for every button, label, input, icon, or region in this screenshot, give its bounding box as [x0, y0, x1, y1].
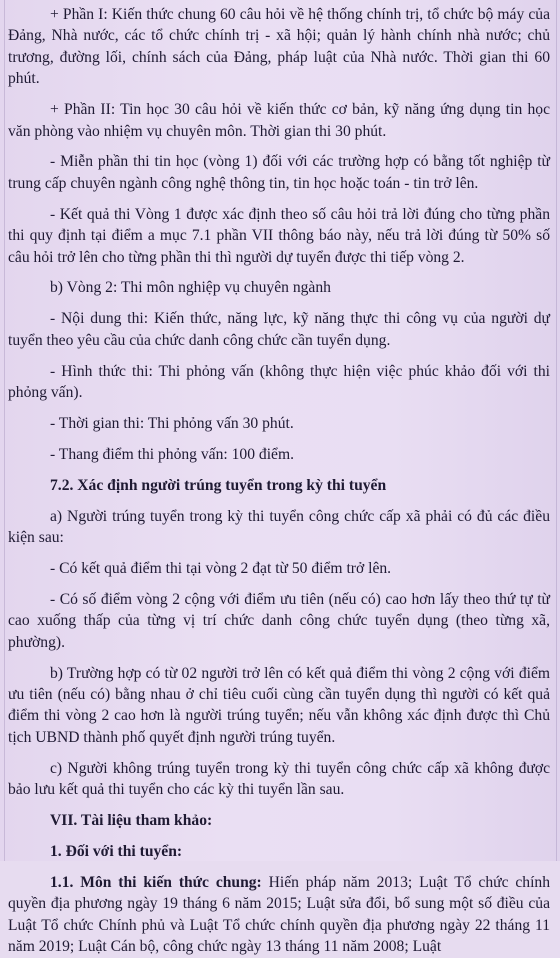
paragraph-round-2-content: - Nội dung thi: Kiến thức, năng lực, kỹ năng thực thi công vụ của người dự tuyển theo yêu cầu của chức danh công chức cần tuyển dụng. — [8, 310, 550, 349]
section-heading-7-2: 7.2. Xác định người trúng tuyển trong kỳ thi tuyển — [50, 476, 387, 494]
scan-edge-right — [556, 0, 557, 861]
paragraph-round-2-duration: - Thời gian thi: Thi phỏng vấn 30 phút. — [50, 415, 294, 432]
scan-edge-left — [4, 0, 5, 861]
references-1-1-label: 1.1. Môn thi kiến thức chung: — [50, 873, 262, 891]
paragraph-it-exemption: - Miễn phần thi tin học (vòng 1) đối với các trường hợp có bằng tốt nghiệp từ trung cấp chuyên ngành công nghệ thông tin, tin học hoặc toán - tin trở lên. — [8, 153, 550, 192]
paragraph-condition-ranking: - Có số điểm vòng 2 cộng với điểm ưu tiên (nếu có) cao hơn lấy theo thứ tự từ cao xuống thấp của từng vị trí chức danh công chức tuyển dụng (theo từng xã, phường). — [8, 590, 550, 651]
paragraph-references-1-1 — [8, 872, 550, 958]
references-1-1-text: Hiến pháp năm 2013; Luật Tổ chức chính quyền địa phương ngày 19 tháng 6 năm 2015; Luật sửa đổi, bổ sung một số điều của Luật Tổ chức Chính phủ và Luật Tổ chức chính quyền địa phương ngày 22 tháng 11 năm 2019; Luật Cán bộ, công chức ngày 13 tháng 11 năm 2008; Luật — [8, 873, 550, 956]
paragraph-condition-score: - Có kết quả điểm thi tại vòng 2 đạt từ 50 điểm trở lên. — [50, 560, 392, 578]
paragraph-tie-break: b) Trường hợp có từ 02 người trở lên có kết quả điểm thi vòng 2 cộng với điểm ưu tiên (nếu có) bằng nhau ở chỉ tiêu cuối cùng cần tuyển dụng thì người có kết quả điểm thi vòng 2 cao hơn là người trúng tuyển; nếu vẫn không xác định được thì Chủ tịch UBND thành phố quyết định người trúng tuyển. — [8, 664, 550, 746]
paragraph-round-2-title: b) Vòng 2: Thi môn nghiệp vụ chuyên ngành — [50, 279, 331, 297]
section-heading-vii: VII. Tài liệu tham khảo: — [50, 812, 213, 830]
paragraph-no-reserve: c) Người không trúng tuyển trong kỳ thi tuyển công chức cấp xã không được bảo lưu kết quả thi tuyển cho các kỳ thi tuyển lần sau. — [8, 759, 550, 799]
paragraph-part-2: + Phần II: Tin học 30 câu hỏi về kiến thức cơ bản, kỹ năng ứng dụng tin học văn phòng vào nhiệm vụ chuyên môn. Thời gian thi 30 phút. — [8, 101, 550, 140]
paragraph-round-2-scale: - Thang điểm thi phỏng vấn: 100 điểm. — [50, 445, 294, 463]
section-heading-1: 1. Đối với thi tuyển: — [50, 843, 183, 860]
paragraph-winner-conditions: a) Người trúng tuyển trong kỳ thi tuyển công chức cấp xã phải có đủ các điều kiện sau: — [8, 507, 550, 547]
paragraph-round-1-result: - Kết quả thi Vòng 1 được xác định theo số câu hỏi trả lời đúng cho từng phần thi quy định tại điểm a mục 7.1 phần VII thông báo này, nếu trả lời đúng từ 50% số câu hỏi trở lên cho từng phần thi thì người dự tuyển được thi tiếp vòng 2. — [8, 205, 550, 266]
paragraph-part-1: + Phần I: Kiến thức chung 60 câu hỏi về hệ thống chính trị, tổ chức bộ máy của Đảng, Nhà nước, các tổ chức chính trị - xã hội; quản lý hành chính nhà nước; chủ trương, đường lối, chính sách của Đảng, pháp luật của Nhà nước. Thời gian thi 60 phút. — [8, 6, 550, 88]
paragraph-round-2-format: - Hình thức thi: Thi phỏng vấn (không thực hiện việc phúc khảo đối với thi phỏng vấn). — [8, 362, 550, 402]
